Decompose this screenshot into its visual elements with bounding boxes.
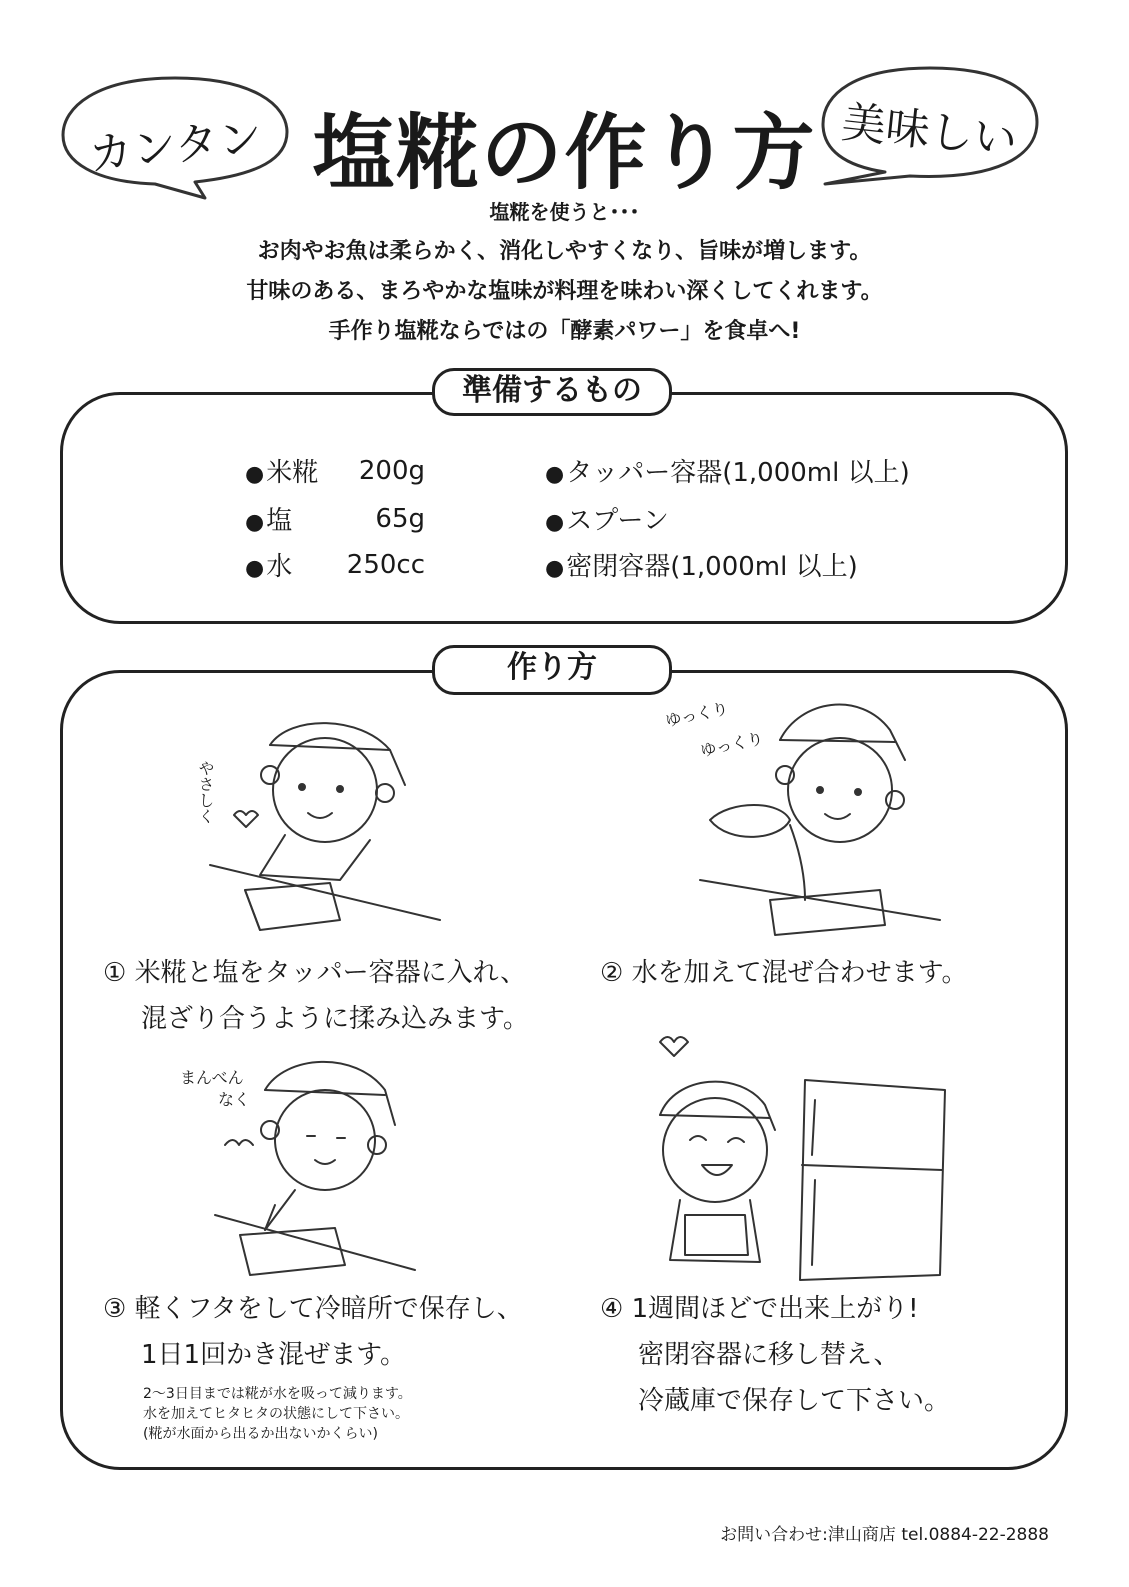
bubble-left-text: カンタン	[86, 112, 265, 181]
ingredient-qty: 65g	[375, 504, 425, 534]
method-heading: 作り方	[432, 645, 672, 695]
illustration-adding-water	[690, 680, 950, 950]
step-number: ①	[103, 958, 127, 988]
illustration-caption-step2-b: ゆっくり	[698, 728, 766, 761]
step-3-note-2: 水を加えてヒタヒタの状態にして下さい。	[143, 1406, 409, 1422]
step-4-line-1	[600, 1286, 950, 1332]
illustration-fridge	[640, 1030, 960, 1290]
tool-spoon	[545, 500, 669, 537]
bullet-icon: ●	[245, 556, 265, 581]
step-text: 1週間ほどで出来上がり!	[631, 1294, 919, 1324]
step-3	[103, 1286, 523, 1378]
contact-footer: お問い合わせ:津山商店 tel.0884-22-2888	[720, 1525, 1049, 1545]
ingredient-qty: 250cc	[346, 550, 425, 580]
tool-label: スプーン	[566, 506, 669, 536]
bubble-right-text: 美味しい	[839, 96, 1020, 167]
tool-tupperware	[545, 452, 910, 489]
step-4	[600, 1286, 950, 1424]
step-3-notes	[143, 1384, 412, 1444]
step-3-line-1	[103, 1286, 523, 1332]
intro-line-2: お肉やお魚は柔らかく、消化しやすくなり、旨味が増します。	[257, 239, 872, 264]
step-number: ③	[103, 1294, 127, 1324]
step-1	[103, 950, 529, 1042]
illustration-kneading	[190, 705, 450, 945]
ingredient-name: 米糀	[266, 458, 319, 488]
step-2-line-1	[600, 950, 968, 996]
step-3-line-2: 1日1回かき混ぜます。	[141, 1340, 407, 1370]
illustration-caption-step3-b: なく	[218, 1090, 251, 1109]
tool-label: 密閉容器(1,000ml 以上)	[566, 552, 858, 582]
illustration-caption-step3-a: まんべん	[180, 1068, 244, 1087]
bullet-icon: ●	[245, 510, 265, 535]
tool-label: タッパー容器(1,000ml 以上)	[566, 458, 910, 488]
bullet-icon: ●	[545, 462, 565, 487]
page-title: 塩糀の作り方	[312, 106, 817, 201]
bullet-icon: ●	[245, 462, 265, 487]
step-text: 米糀と塩をタッパー容器に入れ、	[134, 958, 527, 988]
preparation-heading: 準備するもの	[432, 368, 672, 416]
intro-line-1: 塩糀を使うと･･･	[489, 200, 640, 224]
step-number: ④	[600, 1294, 624, 1324]
ingredient-rice-koji	[245, 452, 318, 489]
step-2	[600, 950, 968, 996]
step-1-line-1	[103, 950, 529, 996]
step-4-line-2: 密閉容器に移し替え、	[638, 1340, 900, 1370]
illustration-caption-step2-a: ゆっくり	[663, 698, 731, 731]
step-3-note-3: (糀が水面から出るか出ないかくらい)	[143, 1426, 378, 1442]
step-3-note-1: 2〜3日目までは糀が水を吸って減ります。	[143, 1386, 412, 1402]
step-text: 水を加えて混ぜ合わせます。	[631, 958, 968, 988]
intro-line-4: 手作り塩糀ならではの「酵素パワー」を食卓へ!	[328, 319, 801, 344]
ingredient-water	[245, 546, 292, 583]
intro-line-3: 甘味のある、まろやかな塩味が料理を味わい深くしてくれます。	[246, 279, 883, 304]
bullet-icon: ●	[545, 510, 565, 535]
bullet-icon: ●	[545, 556, 565, 581]
illustration-caption-step1: やさしく	[196, 760, 215, 824]
ingredient-qty: 200g	[358, 456, 425, 486]
step-1-line-2: 混ざり合うように揉み込みます。	[141, 1004, 529, 1034]
ingredient-name: 水	[266, 552, 293, 582]
step-text: 軽くフタをして冷暗所で保存し、	[134, 1294, 523, 1324]
ingredient-salt	[245, 500, 292, 537]
ingredient-name: 塩	[266, 506, 293, 536]
step-4-line-3: 冷蔵庫で保存して下さい。	[638, 1386, 951, 1416]
tool-sealed-container	[545, 546, 858, 583]
step-number: ②	[600, 958, 624, 988]
